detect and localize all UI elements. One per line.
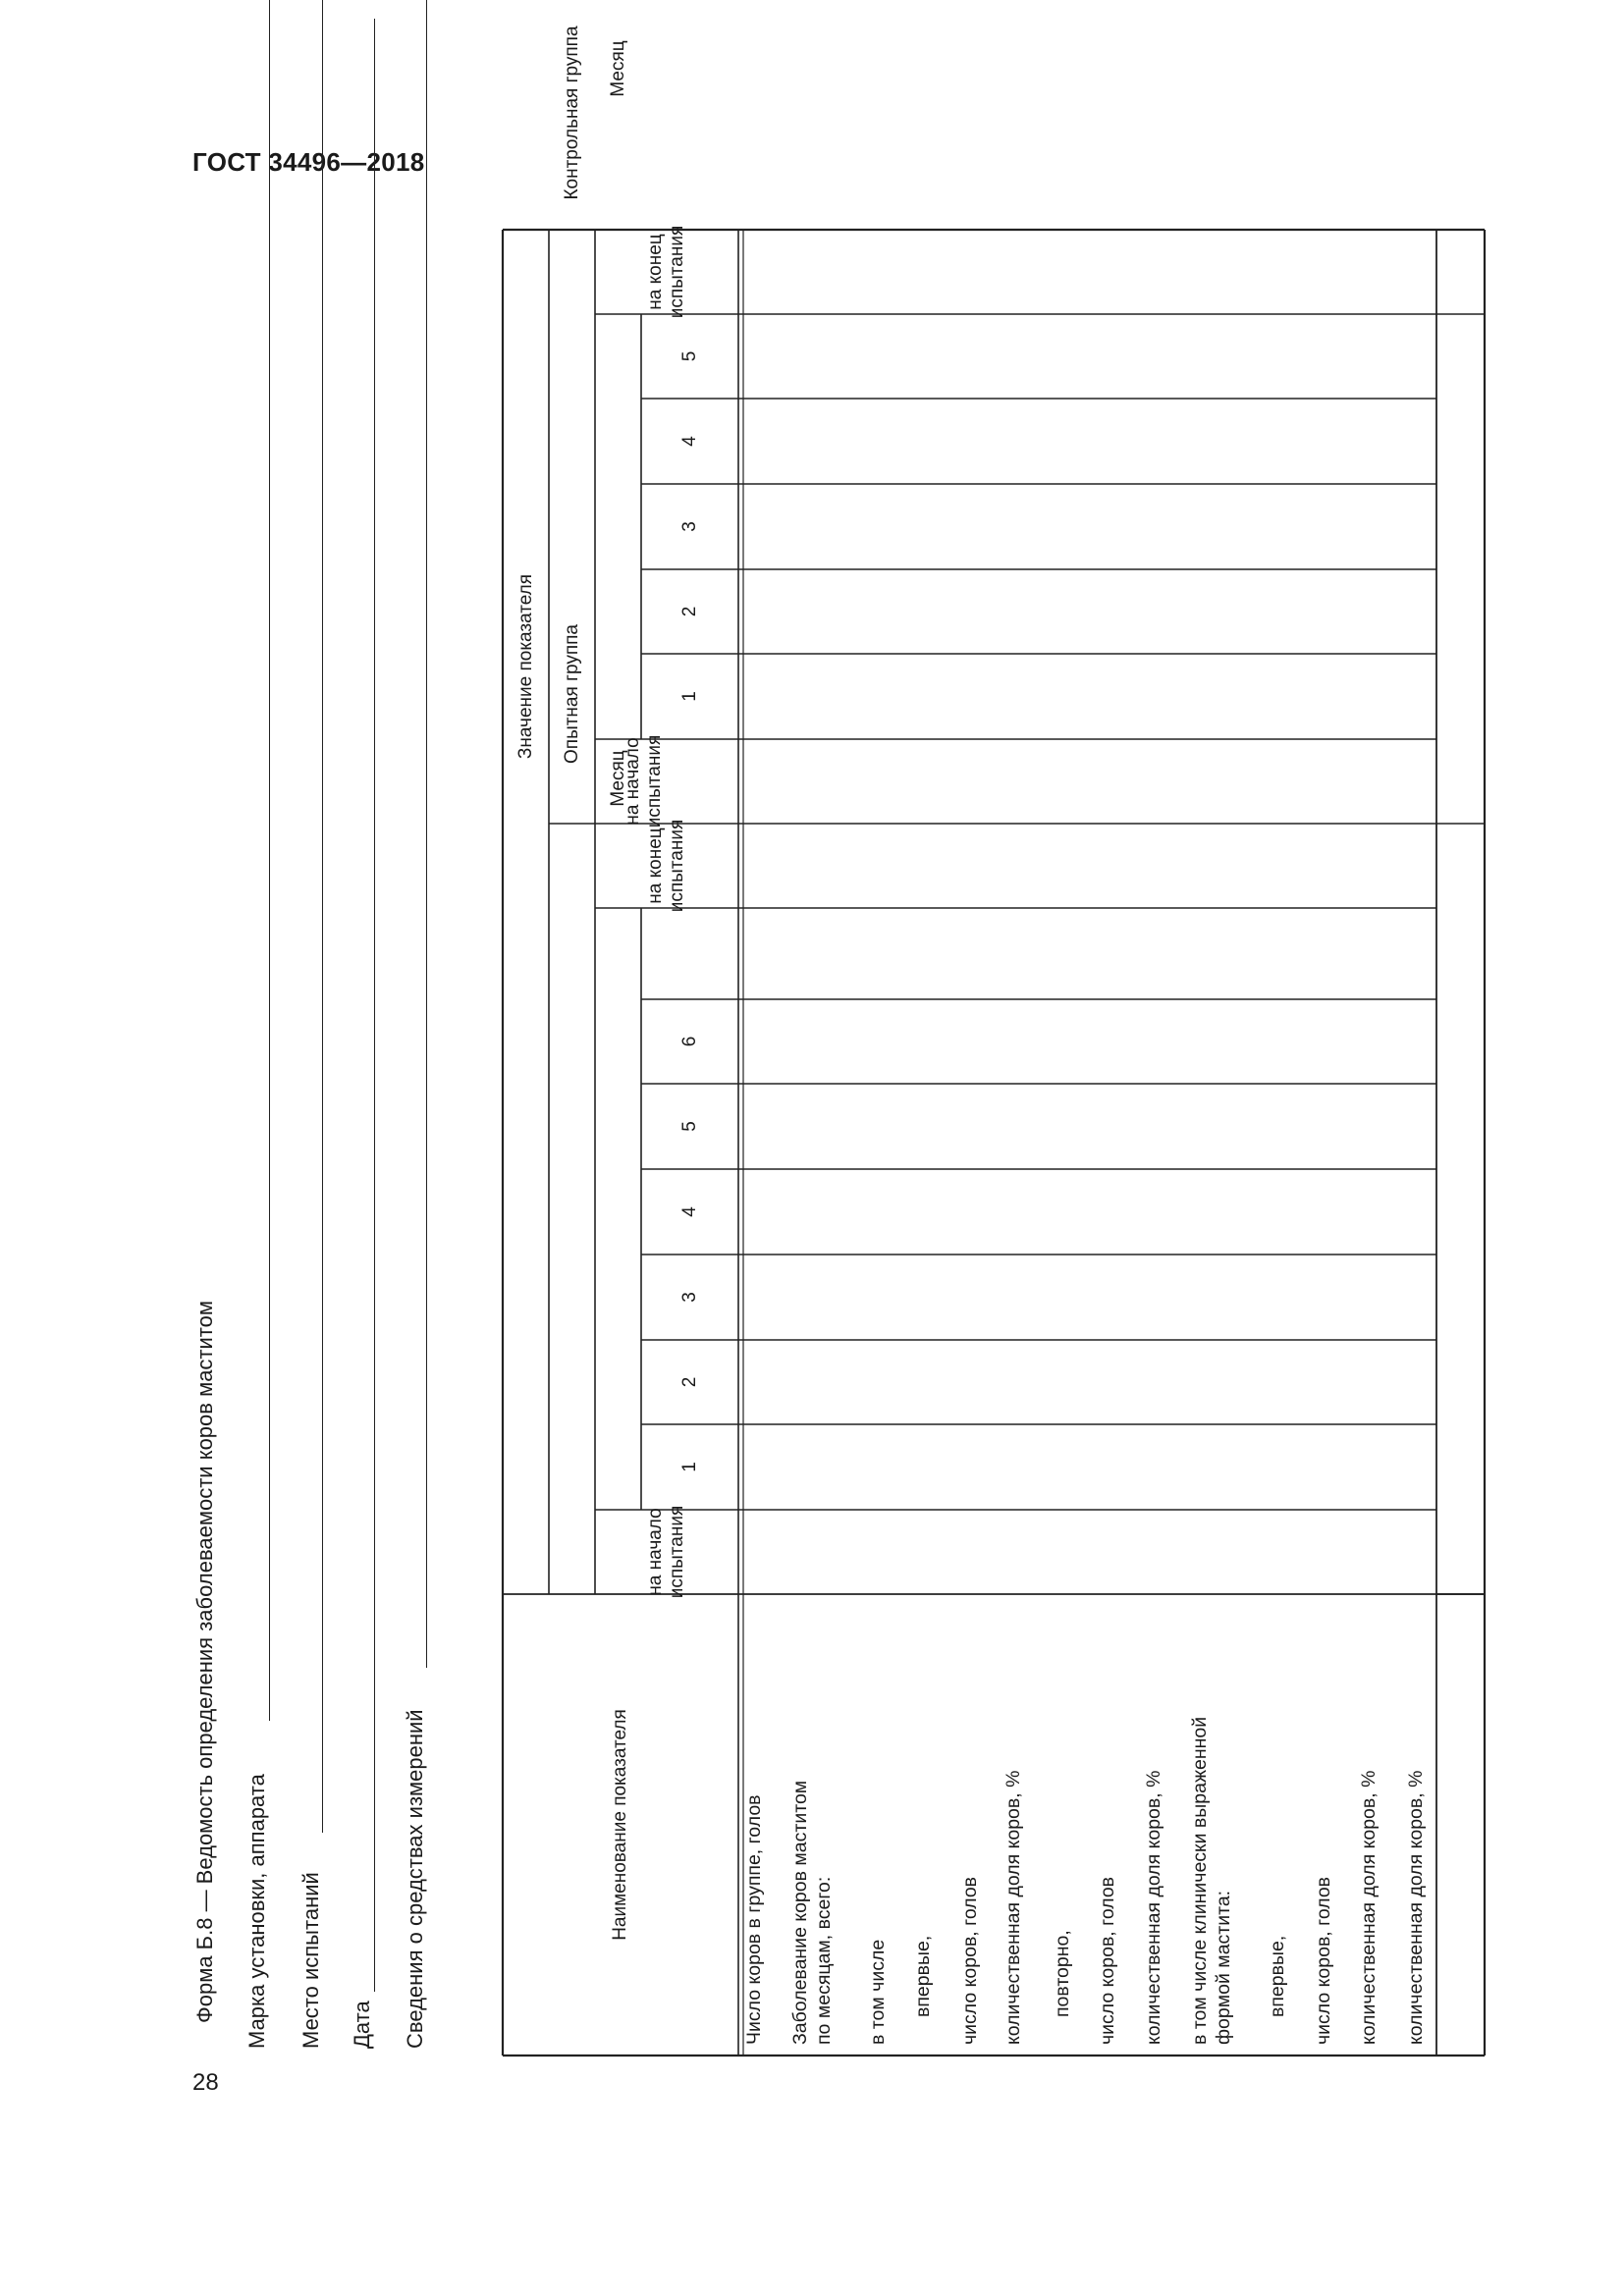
month-cell: 1 [678, 691, 700, 702]
row-label: количественная доля коров, % [1358, 1770, 1380, 2045]
month-cell: 5 [678, 350, 700, 362]
end-of-test-control: на конец испытания [645, 225, 687, 319]
field-label-place: Место испытаний [298, 1872, 323, 2049]
group-header-control: Контрольная группа [561, 26, 582, 200]
value-header: Значение показателя [514, 573, 536, 760]
month-cell: 4 [678, 436, 700, 447]
row-label: формой мастита: [1213, 1890, 1234, 2045]
page-number: 28 [192, 2069, 219, 2096]
row-label: повторно, [1052, 1930, 1073, 2017]
month-cell: 5 [678, 1121, 700, 1132]
row-label: по месяцам, всего: [813, 1876, 835, 2045]
month-cell: 2 [678, 1376, 700, 1388]
month-cell: 2 [678, 606, 700, 617]
month-header-experimental: Месяц [607, 750, 628, 807]
row-label: число коров, голов [1097, 1876, 1118, 2045]
month-cell: 6 [678, 1036, 700, 1047]
row-label: впервые, [1267, 1935, 1288, 2017]
month-cell: 1 [678, 1462, 700, 1472]
field-label-apparatus: Марка установки, аппарата [244, 1774, 269, 2049]
row-label: в том числе клинически выраженной [1189, 1716, 1211, 2045]
indicator-name-header: Наименование показателя [610, 1709, 631, 1941]
month-cell: 4 [678, 1206, 700, 1217]
row-label: количественная доля коров, % [1002, 1770, 1024, 2045]
start-of-test-experimental: на начало испытания [645, 1505, 687, 1599]
row-label: Число коров в группе, голов [743, 1794, 765, 2045]
row-label: в том числе [867, 1939, 889, 2045]
row-label: впервые, [912, 1935, 934, 2017]
start-of-test-control: на начало испытания [622, 734, 665, 828]
row-label: Заболевание коров маститом [789, 1780, 811, 2045]
field-label-date: Дата [350, 2001, 374, 2049]
month-cell: 3 [678, 521, 700, 532]
document-header: ГОСТ 34496—2018 [192, 147, 425, 177]
row-label: число коров, голов [959, 1876, 981, 2045]
group-header-experimental: Опытная группа [561, 624, 582, 764]
field-label-instruments: Сведения о средствах измерений [403, 1709, 427, 2049]
row-label: количественная доля коров, % [1405, 1770, 1427, 2045]
row-label: число коров, голов [1313, 1876, 1334, 2045]
row-label: количественная доля коров, % [1143, 1770, 1164, 2045]
end-of-test-experimental: на конец испытания [645, 819, 687, 913]
month-cell: 3 [678, 1292, 700, 1303]
form-title: Форма Б.8 — Ведомость определения заболеваемости коров маститом [192, 1301, 217, 2023]
month-header-control: Месяц [607, 40, 628, 97]
